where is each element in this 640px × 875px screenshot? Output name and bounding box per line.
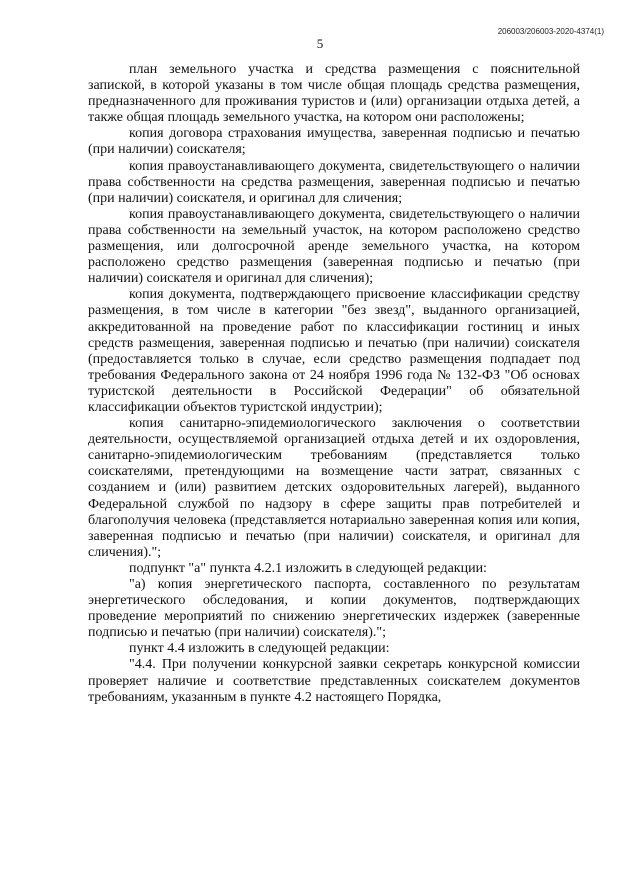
paragraph-classification: копия документа, подтверждающего присвоение классификации средству размещения, в том числе в категории "без звезд", выданного организацией, аккредитованной на проведение работ по классификации гостиниц и иных средств размещения, заверенная подписью и печатью (при наличии) соискателя (предоставляется только в случае, если средство размещения подпадает под требования Федерального закона от 24 ноября 1996 года № 132-ФЗ "Об основах туристской деятельности в Российской Федерации" об обязательной классификации объектов туристской индустрии);: [88, 287, 580, 415]
paragraph-site-plan: план земельного участка и средства размещения с пояснительной запиской, в которой указаны в том числе общая площадь средства размещения, предназначенного для проживания туристов и (или) организации отдыха детей, а также общая площадь земельного участка, на котором они расположены;: [88, 62, 580, 126]
paragraph-subclause-amend: подпункт "а" пункта 4.2.1 изложить в следующей редакции:: [129, 560, 487, 576]
paragraph-land-title: копия правоустанавливающего документа, свидетельствующего о наличии права собственности на земельный участок, на котором расположено средство размещения, или долгосрочной аренде земельного участка, на котором расположено средство размещения (заверенная подписью и печатью (при наличии) соискателя и оригинал для сличения);: [88, 206, 580, 287]
paragraph-insurance-contract: копия договора страхования имущества, заверенная подписью и печатью (при наличии) соискателя;: [88, 126, 580, 158]
paragraph-energy-passport: "а) копия энергетического паспорта, составленного по результатам энергетического обследования, и копии документов, подтверждающих проведение мероприятий по снижению энергетических издержек (заверенные подписью и печатью (при наличии) соискателя).";: [88, 577, 580, 641]
paragraph-clause-amend: пункт 4.4 изложить в следующей редакции:: [129, 641, 390, 657]
paragraph-property-title: копия правоустанавливающего документа, свидетельствующего о наличии права собственности на средства размещения, заверенная подписью и печатью (при наличии) соискателя, и оригинал для сличения;: [88, 158, 580, 206]
page-number: 5: [316, 36, 324, 51]
document-body: [88, 62, 580, 706]
paragraph-clause-4-4: "4.4. При получении конкурсной заявки секретарь конкурсной комиссии проверяет наличие и соответствие представленных соискателем документов требованиям, указанным в пункте 4.2 настоящего Порядка,: [88, 657, 580, 705]
paragraph-sanitary-conclusion: копия санитарно-эпидемиологического заключения о соответствии деятельности, осуществляемой организацией отдыха детей и их оздоровления, санитарно-эпидемиологическим требованиям (представляется только соискателями, претендующими на возмещение части затрат, связанных с созданием и (или) развитием детских оздоровительных лагерей), выданного Федеральной службой по надзору в сфере защиты прав потребителей и благополучия человека (представляется нотариально заверенная копия или копия, заверенная подписью и печатью (при наличии) соискателя, и оригинал для сличения).";: [88, 416, 580, 560]
document-id: 206003/206003-2020-4374(1): [497, 27, 604, 36]
